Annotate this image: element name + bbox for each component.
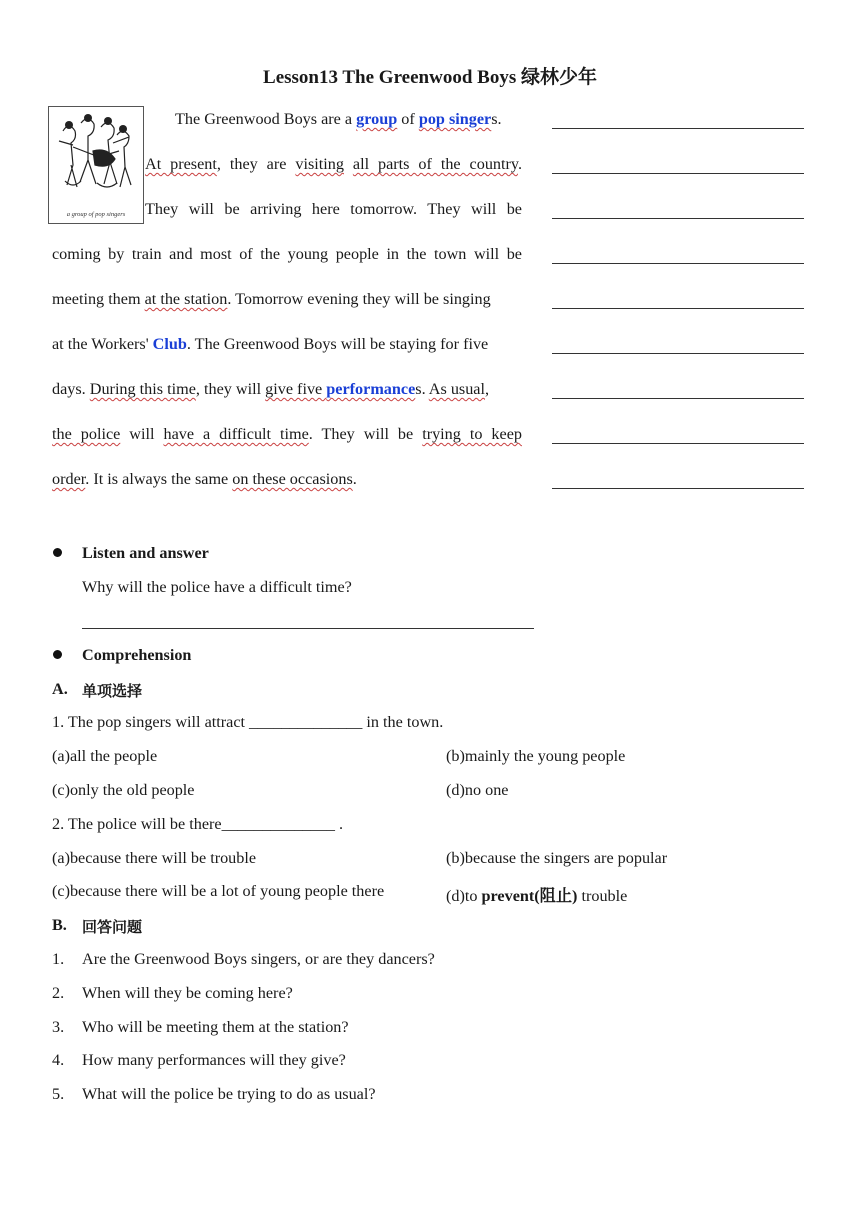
bullet-icon xyxy=(53,548,62,557)
passage-line-4: coming by train and most of the young people in the town will be xyxy=(52,245,522,263)
mc-q1-option-c[interactable]: (c)only the old people xyxy=(52,781,195,799)
note-line[interactable] xyxy=(552,173,804,174)
mc-q1-option-d[interactable]: (d)no one xyxy=(446,781,509,799)
question-number: 5. xyxy=(52,1085,65,1103)
mc-q2-option-d[interactable]: (d)to prevent(阻止) trouble xyxy=(446,887,628,905)
page-title: Lesson13 The Greenwood Boys 绿林少年 xyxy=(263,67,597,88)
mc-q2-option-a[interactable]: (a)because there will be trouble xyxy=(52,849,257,867)
section-a-title: 单项选择 xyxy=(82,682,143,700)
mc-q1-option-b[interactable]: (b)mainly the young people xyxy=(446,747,626,765)
listen-heading: Listen and answer xyxy=(82,544,209,562)
passage-line-2: At present, they are visiting all parts of the country. xyxy=(145,155,522,173)
note-line[interactable] xyxy=(552,263,804,264)
section-a-label: A. xyxy=(52,680,68,698)
answer-line[interactable] xyxy=(82,628,534,629)
comprehension-heading: Comprehension xyxy=(82,646,192,664)
passage-line-9: order. It is always the same on these occasions. xyxy=(52,470,357,488)
note-line[interactable] xyxy=(552,443,804,444)
question-number: 2. xyxy=(52,984,65,1002)
passage-line-5: meeting them at the station. Tomorrow evening they will be singing xyxy=(52,290,491,308)
passage-line-8: the police will have a difficult time. They will be trying to keep xyxy=(52,425,522,443)
passage-line-3: They will be arriving here tomorrow. They will be xyxy=(145,200,522,218)
question-number: 1. xyxy=(52,950,65,968)
section-b-label: B. xyxy=(52,916,67,934)
open-question: How many performances will they give? xyxy=(82,1051,346,1069)
question-number: 4. xyxy=(52,1051,65,1069)
note-line[interactable] xyxy=(552,308,804,309)
section-b-title: 回答问题 xyxy=(82,918,143,936)
note-line[interactable] xyxy=(552,398,804,399)
open-question: What will the police be trying to do as usual? xyxy=(82,1085,376,1103)
mc-q2-option-c[interactable]: (c)because there will be a lot of young people there xyxy=(52,882,385,900)
open-question: Who will be meeting them at the station? xyxy=(82,1018,349,1036)
listen-question: Why will the police have a difficult time? xyxy=(82,578,352,596)
passage-line-1: The Greenwood Boys are a group of pop singers. xyxy=(175,110,502,128)
mc-question-1: 1. The pop singers will attract ______________ in the town. xyxy=(52,713,444,731)
bullet-icon xyxy=(53,650,62,659)
pop-singers-illustration xyxy=(53,111,139,205)
open-question: When will they be coming here? xyxy=(82,984,293,1002)
mc-q1-option-a[interactable]: (a)all the people xyxy=(52,747,158,765)
illustration-box xyxy=(48,106,144,224)
note-line[interactable] xyxy=(552,128,804,129)
mc-q2-option-b[interactable]: (b)because the singers are popular xyxy=(446,849,668,867)
note-line[interactable] xyxy=(552,353,804,354)
illustration-caption: a group of pop singers xyxy=(66,211,126,218)
open-question: Are the Greenwood Boys singers, or are they dancers? xyxy=(82,950,435,968)
question-number: 3. xyxy=(52,1018,65,1036)
note-line[interactable] xyxy=(552,488,804,489)
mc-question-2: 2. The police will be there______________ . xyxy=(52,815,344,833)
passage-line-7: days. During this time, they will give five performances. As usual, xyxy=(52,380,490,398)
passage-line-6: at the Workers' Club. The Greenwood Boys will be staying for five xyxy=(52,335,489,353)
note-line[interactable] xyxy=(552,218,804,219)
